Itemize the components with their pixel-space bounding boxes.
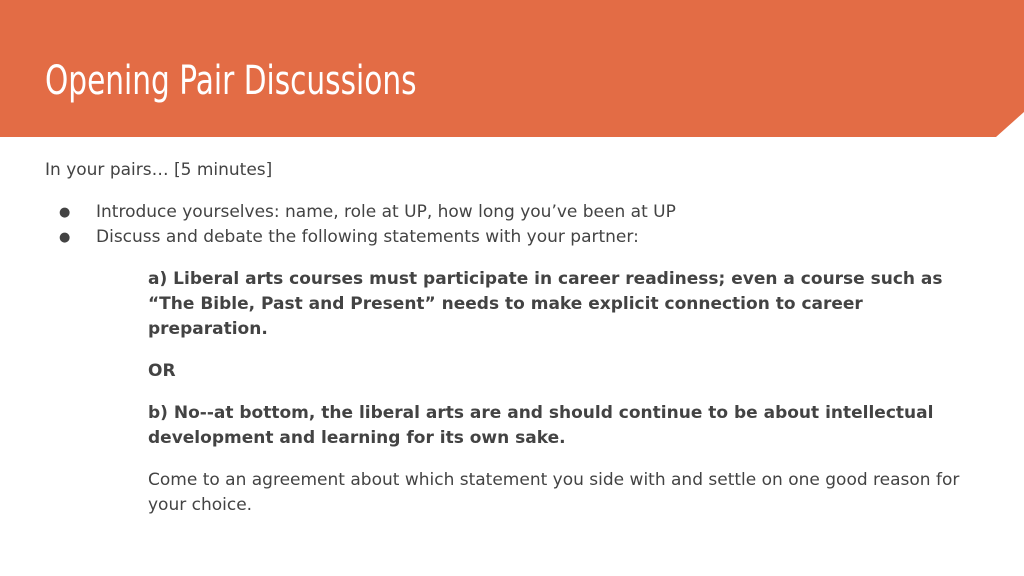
bullet-icon: ● [59, 205, 71, 220]
or-label: OR [148, 361, 176, 381]
conclusion-text: Come to an agreement about which statement you side with and settle on one good reason for your choice. [148, 470, 960, 515]
bullet-icon: ● [59, 230, 71, 245]
bullet-item [45, 225, 985, 250]
bullet-text: Discuss and debate the following statements with your partner: [96, 227, 639, 247]
statement-b: b) No--at bottom, the liberal arts are and should continue to be about intellectual development and learning for its own sake. [148, 403, 934, 448]
bullet-text: Introduce yourselves: name, role at UP, how long you’ve been at UP [96, 202, 676, 222]
statement-a: a) Liberal arts courses must participate in career readiness; even a course such as “The Bible, Past and Present” needs to make explicit connection to career preparation. [148, 269, 943, 339]
intro-text: In your pairs… [5 minutes] [45, 160, 273, 180]
statements-block [148, 267, 988, 518]
bullet-item [45, 200, 985, 225]
bullet-list [45, 200, 985, 250]
slide-title: Opening Pair Discussions [45, 58, 417, 104]
slide-body [45, 158, 985, 518]
